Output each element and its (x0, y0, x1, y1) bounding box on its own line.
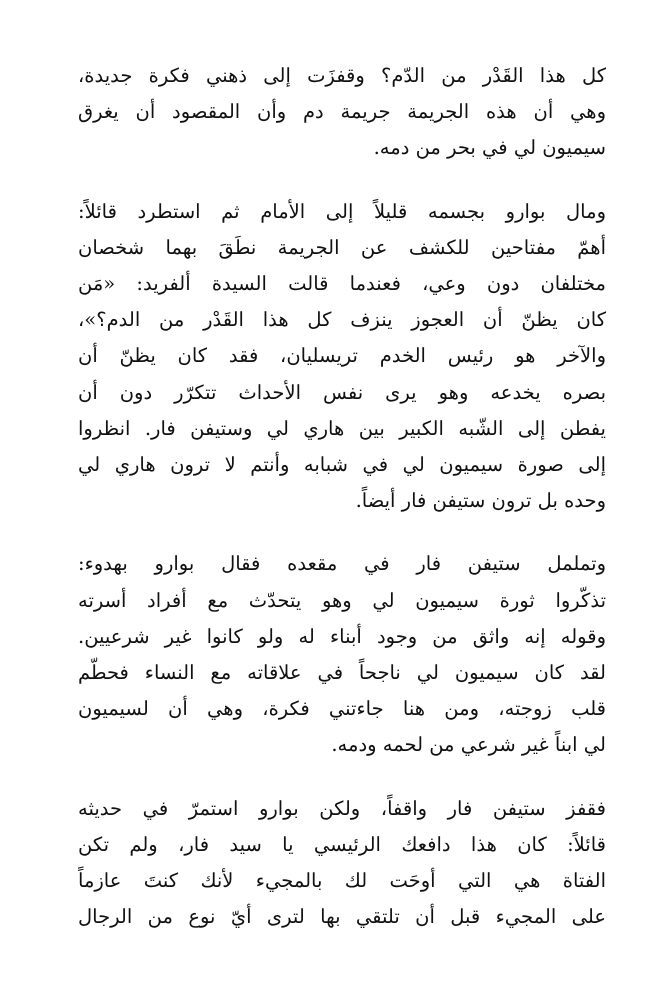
text-line: كان يظنّ أن العجوز ينزف كل هذا القَدْر من الدم؟»، (78, 308, 606, 332)
paragraph-3 (78, 546, 606, 763)
text-line: على المجيء قبل أن تلتقي بها لترى أيّ نوع من الرجال (78, 905, 606, 929)
text-line: كل هذا القَدْر من الدّم؟ وقفزَت إلى ذهني فكرة جديدة، (78, 64, 606, 87)
text-line: سيميون لي في بحر من دمه. (373, 136, 606, 160)
text-line: لقد كان سيميون لي ناجحاً في علاقاته مع النساء فحطّم (78, 661, 606, 685)
paragraph-4 (78, 791, 606, 936)
text-line: قائلاً: كان هذا دافعك الرئيسي يا سيد فار، ولم تكن (78, 832, 606, 856)
text-line: بصره يخدعه وهو يرى نفس الأحداث تتكرّر دون أن (78, 380, 606, 404)
text-line: ومال بوارو بجسمه قليلاً إلى الأمام ثم استطرد قائلاً: (78, 199, 606, 223)
text-line: وقوله إنه واثق من وجود أبناء له ولو كانوا غير شرعيين. (78, 624, 606, 648)
paragraph-2 (78, 194, 606, 520)
text-line: قلب زوجته، ومن هنا جاءتني فكرة، وهي أن لسيميون (78, 697, 606, 721)
text-line: والآخر هو رئيس الخدم تريسليان، فقد كان يظنّ أن (78, 344, 606, 368)
text-line: الفتاة هي التي أوحَت لك بالمجيء لأنك كنتَ عازماً (78, 869, 606, 893)
text-line: تذكّروا ثورة سيميون لي وهو يتحدّث مع أفراد أسرته (78, 588, 606, 612)
text-line: وحده بل ترون ستيفن فار أيضاً. (355, 489, 606, 513)
text-line: مختلفان دون وعي، فعندما قالت السيدة ألفريد: «مَن (78, 272, 606, 296)
book-page (78, 58, 606, 962)
text-line: وهي أن هذه الجريمة جريمة دم وأن المقصود أن يغرق (78, 100, 606, 124)
text-line: وتململ ستيفن فار في مقعده فقال بوارو بهدوء: (78, 552, 606, 576)
paragraph-1 (78, 58, 606, 167)
text-line: لي ابناً غير شرعي من لحمه ودمه. (331, 733, 606, 757)
text-line: يفطن إلى الشّبه الكبير بين هاري لي وستيفن فار. انظروا (78, 416, 606, 440)
text-line: أهمّ مفتاحين للكشف عن الجريمة نطَقَ بهما شخصان (78, 235, 606, 259)
text-line: إلى صورة سيميون لي في شبابه وأنتم لا ترون هاري لي (78, 453, 606, 477)
text-line: فقفز ستيفن فار واقفاً، ولكن بوارو استمرّ في حديثه (78, 796, 606, 820)
